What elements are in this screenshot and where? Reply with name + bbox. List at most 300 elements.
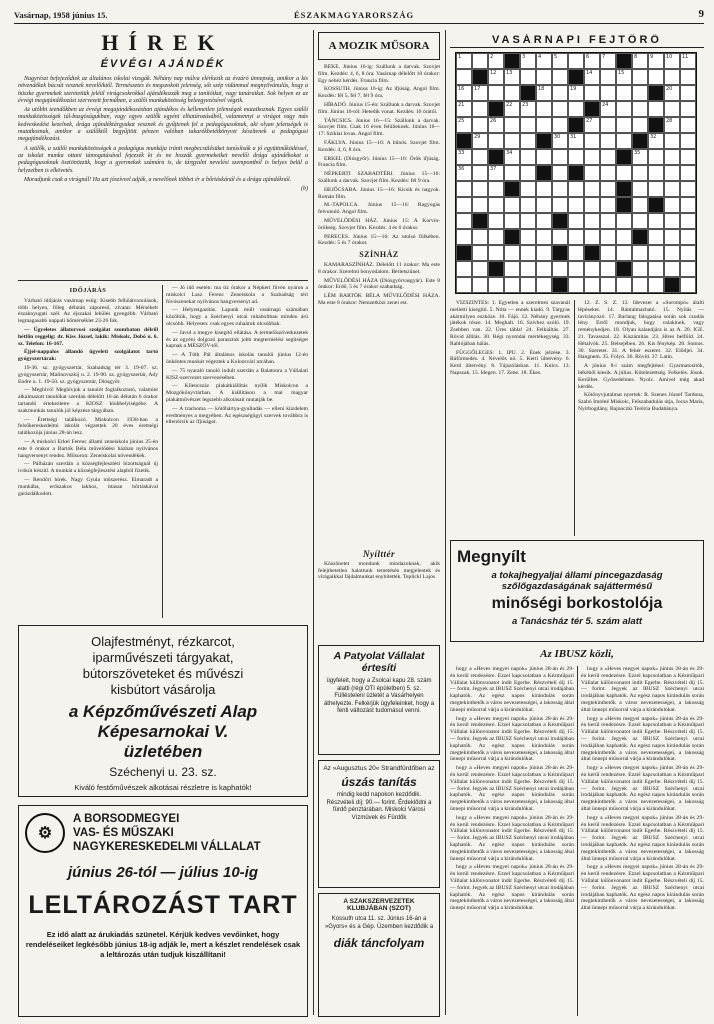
weather-heading: IDŐJÁRÁS (69, 287, 107, 294)
borkostolo-ad (450, 540, 704, 642)
ad-dates: június 26-tól — július 10-ig (67, 864, 259, 881)
crossword-cell[interactable] (600, 149, 616, 165)
borsod-inventory-ad (18, 805, 308, 1017)
crossword-cell[interactable] (680, 229, 696, 245)
crossword-cell[interactable] (520, 133, 536, 149)
clue-text: VÍZSZINTES: 1. Egyetlen a szerelmes szavanál melletti kisegítő. 5. Nóta — ennek kiadó. 9. Tárgyas akármilyen eszköze. 10. Fájó. 12. Néhány gyermek játékok része. 14. Meghalt. 16. Szívhez szóló. 19. Zsebben van. 22. Üres tábla! 24. Felkiáltás. 27. Rövid állítás. 30. Régi nyomdai mértékegység. 33. Rablójában hálás. (450, 300, 570, 347)
crossword-cell[interactable] (616, 69, 632, 85)
crossword-cell[interactable] (456, 213, 472, 229)
crossword-block (472, 213, 488, 229)
crossword-number: 3 (522, 54, 526, 60)
crossword-cell[interactable] (584, 197, 600, 213)
nyilter-text: Köszönetet mondunk mindazoknak, akik felejthetetlen halottunk temetésén megjelentek és virágaikkal fájdalmunkat enyhítették. Teplickl Lajos (318, 560, 440, 581)
column-divider (162, 285, 163, 618)
crossword-cell[interactable] (472, 133, 488, 149)
crossword-cell[interactable] (568, 53, 584, 69)
crossword-grid (455, 52, 697, 294)
crossword-cell[interactable] (568, 133, 584, 149)
crossword-cell[interactable] (520, 149, 536, 165)
ad-line: NAGYKERESKEDELMI VÁLLALAT (73, 841, 261, 853)
crossword-cell[interactable] (520, 261, 536, 277)
crossword-cell[interactable] (552, 85, 568, 101)
crossword-cell[interactable] (664, 229, 680, 245)
crossword-number: 4 (538, 54, 542, 60)
crossword-cell[interactable] (664, 53, 680, 69)
hirek-paragraph: Az utóbbi teendőkben az évvégi megajándékozásban ajándékos és kellemetlen jelenségek mutatkoznak. Egyes szülői munkaközösségek túl-buzgóságukban, vagy egyes szülők egyéni elhatározásából, valamennyi a virágot vagy más kedveskedést kezelnek, drága ajándéktárgyakat vesznek és gyűjtenek fel a pedagógusoknak, aki olyan jelenségek is mutatkoznak, amikor a szülőktől begyűjtött pénzen valóban takarékbetétkönyvet készítenek a pedagógusi megajándékozást. (18, 107, 308, 143)
crossword-cell[interactable] (680, 69, 696, 85)
crossword-cell[interactable] (584, 69, 600, 85)
hirek-article (18, 76, 308, 193)
crossword-cell[interactable] (536, 53, 552, 69)
hirek-section (18, 30, 308, 280)
crossword-number: 32 (650, 134, 657, 140)
crossword-block (616, 149, 632, 165)
crossword-cell[interactable] (456, 101, 472, 117)
page-number: 9 (698, 8, 704, 20)
column-divider (574, 300, 575, 536)
crossword-cell[interactable] (456, 277, 472, 293)
crossword-cell[interactable] (616, 245, 632, 261)
crossword-cell[interactable] (584, 277, 600, 293)
crossword-number: 21 (458, 102, 465, 108)
crossword-block (584, 101, 600, 117)
ad-note: Kiváló festőművészek alkotásai részletre is kaphatók! (74, 783, 252, 792)
crossword-cell[interactable] (488, 197, 504, 213)
crossword-cell[interactable] (520, 117, 536, 133)
crossword-cell[interactable] (680, 245, 696, 261)
crossword-cell[interactable] (616, 165, 632, 181)
crossword-cell[interactable] (664, 117, 680, 133)
crossword-cell[interactable] (568, 213, 584, 229)
ad-note: Ez idő alatt az árukiadás szünetel. Kérjük kedves vevőinket, hogy rendeléseiket legkésőbb június 18-ig adják le, mert a készlet rendelések csak a leltározás után tudjuk kiszállítani! (25, 930, 301, 959)
crossword-grid-wrap (455, 52, 697, 294)
divider (18, 280, 308, 281)
crossword-cell[interactable] (584, 85, 600, 101)
crossword-cell[interactable] (552, 149, 568, 165)
crossword-cell[interactable] (472, 229, 488, 245)
news-item: — Jó idő esetén: ma tíz órakor a Népkert füvén nyáron a miskolci Lasz Ferenc Zeneiskola a Szabadság téri fúvószenekar nyilvános hangversenyt ad. (166, 285, 308, 305)
news-item: — 75 nyaraló tanuló indult szerdán a Balatonra a Vállalati KISZ-szervezet szervezésében. (166, 367, 308, 381)
crossword-number: 22 (506, 102, 513, 108)
clue-text: 12. Z. S. Z. 13. Idevezet a »Sorompó« álalti lépéseket. 14. Rántalmazható. 15. Nyilás — tavirányozó. 17. Barlang falogatása során sok csodás lény. Erről mondjuk, hogy valakinek, vagy reménykedjen. 18. Olyan kalandjára is az A. 20. IGE. 21. Tavasszal. 22. Kiszámítás. 23. Híres belföld. 24. Hétalvók. 25. Belsejében. 26. Kis fénykép. 28. Somos. 30. Szeretet. 31. A fehér eszeret. 32. Elődjei. 34. Hangnem. 35. Folyó. 36. Rövid. 37. Latin. (578, 300, 704, 361)
crossword-cell[interactable] (616, 213, 632, 229)
crossword-cell[interactable] (488, 69, 504, 85)
crossword-cell[interactable] (632, 101, 648, 117)
crossword-block (616, 53, 632, 69)
crossword-cell[interactable] (456, 261, 472, 277)
crossword-cell[interactable] (504, 133, 520, 149)
news-item: — Pálházán szerdán a községfejlesztési bizottságnál új ivókút készül. A munkát a községfejlesztési alapból fizetik. (18, 461, 158, 475)
crossword-number: 20 (666, 86, 673, 92)
crossword-cell[interactable] (488, 181, 504, 197)
crossword-cell[interactable] (520, 213, 536, 229)
crossword-cell[interactable] (552, 165, 568, 181)
crossword-cell[interactable] (472, 149, 488, 165)
crossword-number: 16 (458, 86, 465, 92)
crossword-cell[interactable] (552, 197, 568, 213)
crossword-cell[interactable] (632, 149, 648, 165)
crossword-cell[interactable] (648, 101, 664, 117)
crossword-cell[interactable] (472, 101, 488, 117)
crossword-cell[interactable] (680, 85, 696, 101)
crossword-cell[interactable] (600, 69, 616, 85)
crossword-cell[interactable] (568, 85, 584, 101)
crossword-cell[interactable] (680, 165, 696, 181)
crossword-cell[interactable] (648, 261, 664, 277)
crossword-cell[interactable] (584, 181, 600, 197)
column-divider (313, 30, 314, 1015)
newspaper-name: ÉSZAKMAGYARORSZÁG (294, 10, 415, 20)
crossword-cell[interactable] (664, 165, 680, 181)
crossword-block (472, 69, 488, 85)
crossword-cell[interactable] (456, 197, 472, 213)
crossword-cell[interactable] (456, 229, 472, 245)
ibusz-text: hogy a »Heves megyei napok« június 28-án és 29-én kerül rendezésre. Ezzel kapcsolatban a Kézműipari Vállalat különvonatot indít Egerbe. Részvételi díj 15.— forint. Jegyek az IBUSZ Széchenyi utcai irodájában kaphatók. Az egész napos kirándulás során megtekinthetők a város nevezetességei, a lakosság által ünnepi műsorral várja a kirándulókat. (450, 864, 574, 912)
crossword-cell[interactable] (568, 245, 584, 261)
crossword-cell[interactable] (488, 245, 504, 261)
ad-address: Széchenyi u. 23. sz. (109, 765, 217, 779)
crossword-cell[interactable] (520, 53, 536, 69)
running-header (14, 8, 704, 24)
crossword-cell[interactable] (616, 277, 632, 293)
crossword-cell[interactable] (536, 85, 552, 101)
crossword-cell[interactable] (504, 197, 520, 213)
crossword-cell[interactable] (456, 53, 472, 69)
crossword-number: 34 (506, 150, 513, 156)
crossword-cell[interactable] (632, 69, 648, 85)
crossword-cell[interactable] (600, 229, 616, 245)
fuggoleges-clues (578, 300, 704, 536)
crossword-cell[interactable] (536, 101, 552, 117)
crossword-block (616, 197, 632, 213)
cinema-listing: HEJŐCSABA. Június 15—16: Kicsik és nagyok. Román film. (318, 186, 440, 200)
prize-winners: Kötönyvjutalmat nyertek: R. Szenes József Tardona, Szabó Imréné Miskolc, Felszabadulás útja, Jocsa Maria, Nyírbogdány, Bajnoczki Terézia Budabánya. (578, 392, 704, 412)
crossword-cell[interactable] (648, 277, 664, 293)
ad-line: VAS- ÉS MŰSZAKI (73, 827, 174, 839)
ibusz-text: hogy a »Heves megyei napok« június 28-án és 29-én kerül rendezésre. Ezzel kapcsolatban a Kézműipari Vállalat különvonatot indít Egerbe. Részvételi díj 15.— forint. Jegyek az IBUSZ Széchenyi utcai irodájában kaphatók. Az egész napos kirándulás során megtekinthetők a város nevezetességei, a lakosság által ünnepi műsorral várja a kirándulókat. (581, 765, 704, 812)
crossword-cell[interactable] (664, 197, 680, 213)
crossword-cell[interactable] (456, 117, 472, 133)
crossword-cell[interactable] (632, 261, 648, 277)
crossword-cell[interactable] (504, 85, 520, 101)
crossword-cell[interactable] (600, 197, 616, 213)
crossword-cell[interactable] (648, 213, 664, 229)
crossword-cell[interactable] (520, 181, 536, 197)
crossword-cell[interactable] (488, 165, 504, 181)
crossword-cell[interactable] (632, 181, 648, 197)
crossword-number: 31 (570, 134, 577, 140)
crossword-number: 7 (602, 54, 606, 60)
crossword-cell[interactable] (680, 277, 696, 293)
crossword-cell[interactable] (504, 277, 520, 293)
crossword-cell[interactable] (680, 53, 696, 69)
crossword-cell[interactable] (600, 181, 616, 197)
szakszervezet-ad (318, 893, 440, 1017)
nyilter-heading: Nyílttér (363, 549, 395, 559)
crossword-cell[interactable] (664, 69, 680, 85)
crossword-cell[interactable] (600, 245, 616, 261)
crossword-cell[interactable] (632, 117, 648, 133)
crossword-cell[interactable] (552, 261, 568, 277)
ad-line: A BORSODMEGYEI (73, 813, 180, 825)
ibusz-text: hogy a »Heves megyei napok« június 28-án és 29-én kerül rendezésre. Ezzel kapcsolatban a Kézműipari Vállalat különvonatot indít Egerbe. Részvételi díj 15.— forint. Jegyek az IBUSZ Széchenyi utcai irodájában kaphatók. Az egész napos kirándulás során megtekinthetők a város nevezetességei, a lakosság által ünnepi műsorral várja a kirándulókat. (450, 715, 574, 763)
crossword-cell[interactable] (520, 229, 536, 245)
ibusz-text: hogy a »Heves megyei napok« június 28-án és 29-én kerül rendezésre. Ezzel kapcsolatban a Kézműipari Vállalat különvonatot indít Egerbe. Részvételi díj 15.— forint. Jegyek az IBUSZ Széchenyi utcai irodájában kaphatók. Az egész napos kirándulás során megtekinthetők a város nevezetességei, a lakosság által ünnepi műsorral várja a kirándulókat. (581, 666, 704, 713)
crossword-block (632, 229, 648, 245)
crossword-cell[interactable] (648, 69, 664, 85)
crossword-number: 15 (618, 70, 625, 76)
crossword-cell[interactable] (632, 165, 648, 181)
crossword-cell[interactable] (520, 101, 536, 117)
news-item: — Javul a megye kisegítő ellátása. A termelőszövetkezetek és az egyéni dolgozó parasztok jobb megtermelési segítséget kapnak a MÉSZÖV-től. (166, 329, 308, 350)
crossword-cell[interactable] (600, 261, 616, 277)
crossword-cell[interactable] (648, 245, 664, 261)
crossword-cell[interactable] (568, 197, 584, 213)
column-divider (445, 30, 446, 1015)
ad-line: bútorszöveteket és művészi (82, 666, 244, 681)
crossword-cell[interactable] (648, 53, 664, 69)
crossword-cell[interactable] (536, 149, 552, 165)
news-item: — Meghívó! Meghívjuk a tanulót foglalkoztató, valamint alkalmazott tanulókat szerdán délelőtt 16-án délután 6 órakor tartandó értekezletre a KIOSZ klubhelyiségébe. A szakmunkás tanulók jól képzése tárgyában. (18, 387, 158, 414)
crossword-cell[interactable] (584, 229, 600, 245)
crossword-cell[interactable] (552, 53, 568, 69)
crossword-cell[interactable] (472, 181, 488, 197)
crossword-cell[interactable] (552, 69, 568, 85)
crossword-cell[interactable] (600, 277, 616, 293)
ibusz-text: hogy a »Heves megyei napok« június 28-án és 29-én kerül rendezésre. Ezzel kapcsolatban a Kézműipari Vállalat különvonatot indít Egerbe. Részvételi díj 15.— forint. Jegyek az IBUSZ Széchenyi utcai irodájában kaphatók. Az egész napos kirándulás során megtekinthetők a város nevezetességei, a lakosság által ünnepi műsorral várja a kirándulókat. (581, 814, 704, 862)
ad-headline: A Patyolat Vállalat értesíti (333, 650, 425, 674)
crossword-cell[interactable] (536, 245, 552, 261)
crossword-cell[interactable] (680, 213, 696, 229)
crossword-cell[interactable] (472, 197, 488, 213)
crossword-cell[interactable] (504, 101, 520, 117)
crossword-block (584, 245, 600, 261)
crossword-cell[interactable] (472, 261, 488, 277)
crossword-cell[interactable] (632, 213, 648, 229)
crossword-cell[interactable] (616, 133, 632, 149)
cinema-listing: FÁKLYA. Június 15—16: A bűnös. Szovjet film. Kezdés: 4, 6, 8 óra. (318, 139, 440, 153)
crossword-cell[interactable] (600, 213, 616, 229)
crossword-cell[interactable] (472, 277, 488, 293)
crossword-cell[interactable] (488, 213, 504, 229)
ad-headline: úszás tanítás (341, 775, 417, 789)
crossword-cell[interactable] (664, 181, 680, 197)
crossword-cell[interactable] (472, 85, 488, 101)
crossword-cell[interactable] (536, 261, 552, 277)
crossword-cell[interactable] (520, 197, 536, 213)
news-item: — Ügyeletes állatorvosi szolgálat szombaton délről hétfőn reggelig: dr. Kiss József, lakik: Miskolc, Dobó u. 6. sz. Telefon: 16-167. (18, 326, 158, 347)
crossword-cell[interactable] (536, 181, 552, 197)
crossword-cell[interactable] (632, 85, 648, 101)
crossword-block (616, 261, 632, 277)
crossword-block (648, 117, 664, 133)
crossword-cell[interactable] (632, 245, 648, 261)
crossword-cell[interactable] (504, 261, 520, 277)
crossword-cell[interactable] (488, 277, 504, 293)
news-item: — A miskolci Erkel Ferenc állami zeneiskola június 25-én este 6 órakor a Bartók Béla művelődési házban nyilvános hangversenyt rendez. Műsoron: Zeneiskolai növendékek. (18, 438, 158, 459)
crossword-cell[interactable] (648, 181, 664, 197)
crossword-cell[interactable] (648, 229, 664, 245)
crossword-cell[interactable] (680, 117, 696, 133)
crossword-cell[interactable] (584, 213, 600, 229)
crossword-cell[interactable] (584, 149, 600, 165)
crossword-block (552, 213, 568, 229)
crossword-block (488, 101, 504, 117)
crossword-cell[interactable] (568, 149, 584, 165)
ad-line: szőlőgazdaságának sajáttermésű (501, 581, 653, 592)
crossword-cell[interactable] (584, 261, 600, 277)
crossword-cell[interactable] (680, 133, 696, 149)
cinema-listing: TÁNCSICS. Június 16—15: Szállunk a darvak. Szovjet film. Csak 16 éven felülieknek. Június 16—17: Sziklai lovas. Angol film. (318, 117, 440, 138)
crossword-block (616, 181, 632, 197)
crossword-cell[interactable] (456, 181, 472, 197)
crossword-block (504, 181, 520, 197)
crossword-cell[interactable] (504, 117, 520, 133)
crossword-cell[interactable] (504, 213, 520, 229)
crossword-block (552, 245, 568, 261)
crossword-cell[interactable] (664, 101, 680, 117)
crossword-number: 33 (458, 150, 465, 156)
crossword-number: 17 (474, 86, 481, 92)
crossword-cell[interactable] (584, 117, 600, 133)
crossword-number: 24 (602, 102, 609, 108)
crossword-cell[interactable] (664, 133, 680, 149)
crossword-cell[interactable] (680, 149, 696, 165)
crossword-cell[interactable] (536, 117, 552, 133)
crossword-number: 30 (554, 134, 561, 140)
crossword-cell[interactable] (680, 197, 696, 213)
crossword-cell[interactable] (568, 261, 584, 277)
crossword-cell[interactable] (600, 117, 616, 133)
crossword-cell[interactable] (456, 149, 472, 165)
crossword-cell[interactable] (632, 53, 648, 69)
crossword-block (504, 53, 520, 69)
crossword-number: 6 (586, 54, 590, 60)
crossword-cell[interactable] (600, 101, 616, 117)
crossword-cell[interactable] (504, 245, 520, 261)
crossword-cell[interactable] (536, 197, 552, 213)
clue-text: FÜGGŐLEGES: 1. IPU. 2. Ének jelzése. 3. Ráförmedés. 4. Névelős nő. 5. Kerti ültetvény. 6. Kerti ültetvény. 8. Tájszólásban. 11. Kulcs. 13. Napszak. 15. Idegen. 17. Zene. 18. Ékes. (450, 349, 570, 376)
crossword-block (568, 117, 584, 133)
megfejtes-text: A június 8-i szám megfejtései: Gyarmatosítók, békéből kiesik. A július. Kötelezettség. Felkelés. Jósok. Kerülhet. Győzedelmes. Nyolc. Amivel még akad kérdés. (578, 363, 704, 390)
crossword-cell[interactable] (680, 181, 696, 197)
crossword-number: 12 (490, 70, 497, 76)
crossword-cell[interactable] (456, 165, 472, 181)
crossword-cell[interactable] (472, 165, 488, 181)
crossword-cell[interactable] (600, 165, 616, 181)
crossword-cell[interactable] (568, 229, 584, 245)
crossword-cell[interactable] (552, 181, 568, 197)
crossword-cell[interactable] (536, 69, 552, 85)
crossword-cell[interactable] (600, 133, 616, 149)
cinema-listing: NÉPKERTI SZABADTÉRI. Június 15—16: Szállunk a darvak. Szovjet film. Kezdés: fél 9 óra. (318, 171, 440, 184)
crossword-cell[interactable] (536, 277, 552, 293)
crossword-cell[interactable] (552, 133, 568, 149)
crossword-block (488, 149, 504, 165)
crossword-number: 36 (458, 166, 465, 172)
crossword-block (504, 229, 520, 245)
crossword-number: 2 (490, 54, 494, 60)
crossword-cell[interactable] (472, 245, 488, 261)
crossword-block (632, 133, 648, 149)
crossword-number: 25 (458, 118, 465, 124)
crossword-cell[interactable] (552, 117, 568, 133)
crossword-cell[interactable] (616, 101, 632, 117)
crossword-cell[interactable] (616, 229, 632, 245)
crossword-cell[interactable] (584, 53, 600, 69)
ibusz-text: hogy a »Heves megyei napok« június 28-án és 29-én kerül rendezésre. Ezzel kapcsolatban a Kézműipari Vállalat különvonatot indít Egerbe. Részvételi díj 15.— forint. Jegyek az IBUSZ Széchenyi utcai irodájában kaphatók. Az egész napos kirándulás során megtekinthetők a város nevezetességei, a lakosság által ünnepi műsorral várja a kirándulókat. (450, 765, 574, 812)
crossword-cell[interactable] (472, 53, 488, 69)
crossword-cell[interactable] (568, 101, 584, 117)
crossword-number: 23 (522, 102, 529, 108)
crossword-cell[interactable] (520, 277, 536, 293)
crossword-cell[interactable] (664, 85, 680, 101)
crossword-cell[interactable] (632, 277, 648, 293)
crossword-block (568, 165, 584, 181)
crossword-cell[interactable] (488, 85, 504, 101)
crossword-cell[interactable] (616, 85, 632, 101)
crossword-cell[interactable] (584, 165, 600, 181)
crossword-cell[interactable] (632, 197, 648, 213)
crossword-cell[interactable] (568, 277, 584, 293)
hirek-paragraph: A szülők, a szülői munkaközösségek a pedagógus munkája iránti megbecsülésüket tanúsítsák a jó együttműködéssel, az iskolai munka ottani támogatásával fejezzék ki és ne hozzák gyermekeiket nevelői drága ajándékokat a pedagógusoknak ösztönözzük, hogy a gyermekek számára is, de tárgyalni nevelési szempontból is helyes belül a helyzetben is elkövetés. (18, 145, 308, 174)
crossword-cell[interactable] (520, 165, 536, 181)
crossword-cell[interactable] (488, 229, 504, 245)
crossword-cell[interactable] (664, 245, 680, 261)
crossword-number: 13 (506, 70, 513, 76)
theatre-listing: LÉM BARTÓK BÉLA MŰVELŐDÉSI HÁZA. Ma este 8 órakor: Nemzetközi zenei est. (318, 293, 440, 306)
crossword-cell[interactable] (472, 117, 488, 133)
crossword-cell[interactable] (648, 133, 664, 149)
crossword-cell[interactable] (680, 261, 696, 277)
crossword-cell[interactable] (648, 149, 664, 165)
crossword-cell[interactable] (536, 229, 552, 245)
crossword-cell[interactable] (552, 229, 568, 245)
crossword-cell[interactable] (568, 181, 584, 197)
crossword-cell[interactable] (536, 213, 552, 229)
ibusz-title: Az IBUSZ közli, (540, 648, 614, 660)
crossword-cell[interactable] (648, 165, 664, 181)
crossword-cell[interactable] (488, 117, 504, 133)
crossword-cell[interactable] (456, 69, 472, 85)
patyolat-ad (318, 645, 440, 755)
crossword-cell[interactable] (616, 117, 632, 133)
crossword-number: 1 (458, 54, 462, 60)
crossword-cell[interactable] (600, 53, 616, 69)
cinema-listing: PERECES. Június 15—16: Az utolsó fülkében. Kezdés: 5 és 7 órakor. (318, 233, 440, 247)
cinema-listing: BÉKE. Június 16-ig: Szállunk a darvak. Szovjet film. Kezdés: 4, 6, 8 óra. Vasárnap délelőtt 10 órakor: Egy nehéz kérdés. Francia film. (318, 64, 440, 84)
crossword-cell[interactable] (504, 69, 520, 85)
crossword-cell[interactable] (584, 133, 600, 149)
crossword-cell[interactable] (680, 101, 696, 117)
crossword-cell[interactable] (664, 261, 680, 277)
crossword-cell[interactable] (664, 149, 680, 165)
crossword-cell[interactable] (488, 53, 504, 69)
theatre-listing: MŰVELŐDÉSI HÁZA (Diósgyőrvasgyár). Este 8 órakor: Erdő, 5 és 7 órakor szabadság. (318, 277, 440, 291)
crossword-cell[interactable] (504, 149, 520, 165)
crossword-cell[interactable] (488, 133, 504, 149)
crossword-cell[interactable] (520, 245, 536, 261)
crossword-cell[interactable] (504, 165, 520, 181)
news-item: — Kilencszáz plakátkiállítás nyílik Miskolcon a Mozgókönyvtárban. A kiállításon a mai magyar plakátművészet legszebb alkotásait mutatják be. (166, 383, 308, 403)
crossword-cell[interactable] (456, 85, 472, 101)
crossword-cell[interactable] (520, 69, 536, 85)
crossword-cell[interactable] (600, 85, 616, 101)
crossword-cell[interactable] (664, 213, 680, 229)
crossword-cell[interactable] (552, 101, 568, 117)
crossword-number: 19 (570, 86, 577, 92)
hirek-paragraph: Maradjunk csak a virágnál! Ha azt jószívvel adják, a nevelőnek többet ér a bőrtáskánál és a drága ajándéknál. (24, 176, 292, 183)
